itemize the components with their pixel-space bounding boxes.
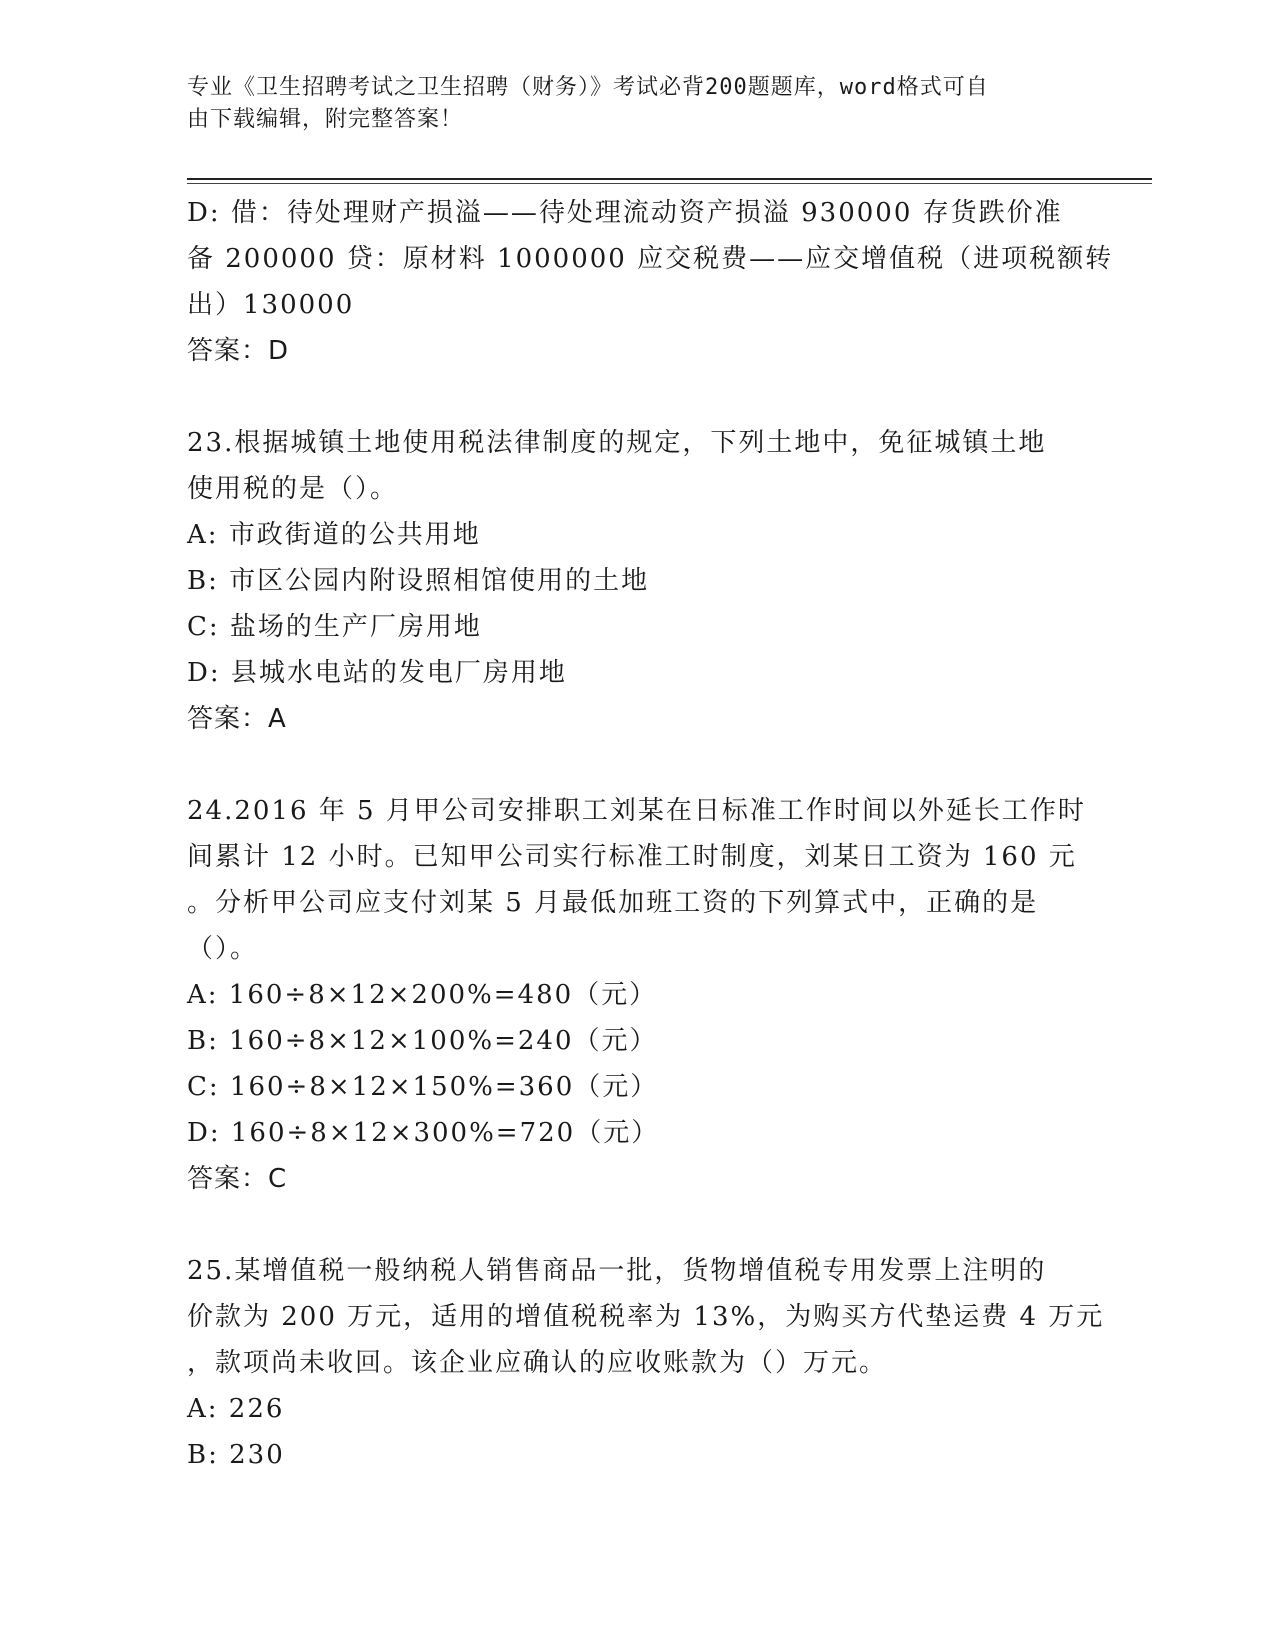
option-d: D: 160÷8×12×300%=720（元）	[187, 1118, 660, 1148]
spacer	[187, 374, 1087, 420]
option-c: C: 盐场的生产厂房用地	[187, 612, 482, 642]
spacer	[187, 1202, 1087, 1248]
option-d-line: 备 200000 贷：原材料 1000000 应交税费——应交增值税（进项税额转	[187, 244, 1114, 274]
option-b: B: 160÷8×12×100%=240（元）	[187, 1026, 658, 1056]
option-d-line: 出）130000	[187, 290, 355, 320]
question-stem-line: ，款项尚未收回。该企业应确认的应收账款为（）万元。	[187, 1348, 888, 1378]
option-b: B: 230	[187, 1440, 285, 1470]
option-d: D: 县城水电站的发电厂房用地	[187, 658, 567, 688]
option-a: A: 市政街道的公共用地	[187, 520, 481, 550]
spacer	[187, 742, 1087, 788]
question-stem-line: 。分析甲公司应支付刘某 5 月最低加班工资的下列算式中，正确的是	[187, 888, 1039, 918]
prev-question	[187, 190, 1114, 374]
question-stem-line: 23.根据城镇土地使用税法律制度的规定，下列土地中，免征城镇土地	[187, 428, 1047, 458]
header-line-1: 专业《卫生招聘考试之卫生招聘（财务）》考试必背200题题库，word格式可自	[187, 75, 989, 100]
option-a: A: 226	[187, 1394, 285, 1424]
option-a: A: 160÷8×12×200%=480（元）	[187, 980, 658, 1010]
answer-label: 答案：D	[187, 336, 290, 366]
option-b: B: 市区公园内附设照相馆使用的土地	[187, 566, 650, 596]
answer-label: 答案：C	[187, 1164, 288, 1194]
question-23	[187, 420, 1087, 742]
answer-label: 答案：A	[187, 704, 287, 734]
header-line-2: 由下载编辑，附完整答案！	[187, 107, 464, 132]
option-d-line: D: 借：待处理财产损溢——待处理流动资产损溢 930000 存货跌价准	[187, 198, 1063, 228]
question-25	[187, 1248, 1105, 1478]
document-body	[187, 190, 1114, 1478]
question-stem-line: （）。	[187, 934, 259, 964]
question-stem-line: 价款为 200 万元，适用的增值税税率为 13%，为购买方代垫运费 4 万元	[187, 1302, 1105, 1332]
question-stem-line: 24.2016 年 5 月甲公司安排职工刘某在日标准工作时间以外延长工作时	[187, 796, 1086, 826]
header-divider-thin	[187, 183, 1152, 184]
option-c: C: 160÷8×12×150%=360（元）	[187, 1072, 659, 1102]
header-divider-thick	[187, 178, 1152, 180]
question-stem-line: 间累计 12 小时。已知甲公司实行标准工时制度，刘某日工资为 160 元	[187, 842, 1077, 872]
document-header	[187, 72, 1087, 136]
question-stem-line: 25.某增值税一般纳税人销售商品一批，货物增值税专用发票上注明的	[187, 1256, 1047, 1286]
question-24	[187, 788, 1087, 1202]
question-stem-line: 使用税的是（）。	[187, 474, 399, 504]
